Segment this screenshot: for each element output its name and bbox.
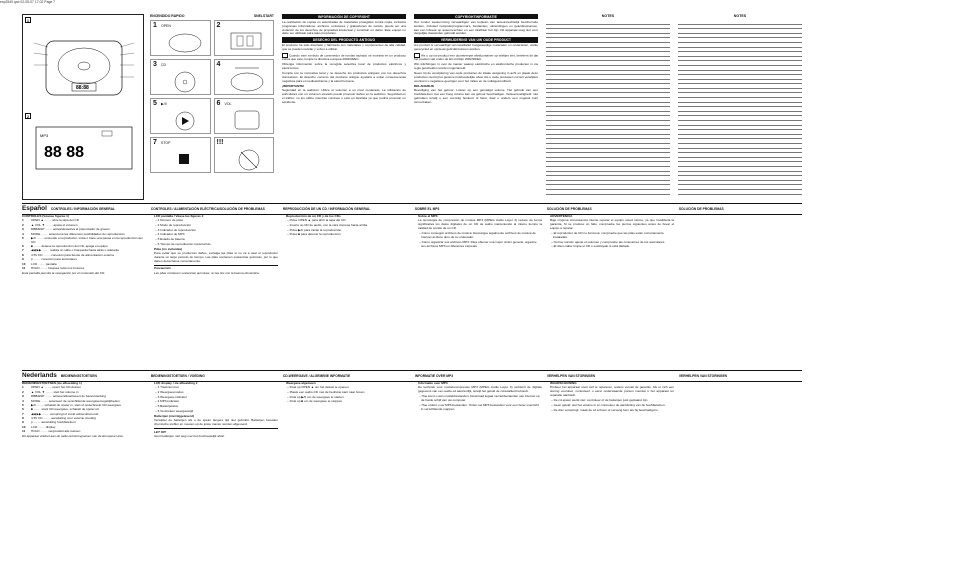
quick-step-1: 1 OPEN (150, 20, 211, 56)
quick-start-title-nl: SNELSTART (253, 14, 274, 18)
es-col-play (286, 214, 410, 362)
control-desc: ■ ........ detiene la reproducción del CD, apaga el equipo (31, 244, 108, 249)
list-item: – 6 Verstreken weergavetijd (155, 408, 194, 413)
list-item: – 2 Modo de reproducción (155, 223, 191, 228)
note-line (678, 190, 802, 195)
list-item: – Hoe ordent u uw MP3-bestanden: Orden uw MP3-bestanden voor een beter overzicht in verschillende mappen. (419, 402, 539, 411)
quick-step-2: 2 (214, 20, 275, 56)
notes-left-title: NOTES (601, 14, 615, 18)
list-item: – De disc verspringt: maak de cd schoon of vervang hem als hij beschadigd is. (551, 407, 659, 412)
es-controls-list (22, 219, 146, 270)
lcd-readout-top: 88:88 (76, 85, 89, 91)
control-desc: MODE ........ selecciona las diferentes posibilidades de reproducción (31, 231, 125, 236)
nl-power-title: Batterijen (niet bijgeleverd) (154, 413, 194, 418)
nl-mp3-text: De techniek voor muziekcompressie MP3 (MPEG Audio Layer 3) verkleint de digitale gegevens van een audio-cd aanzienlijk, terwijl het geluid de cd-kwaliteit behoudt. (418, 385, 542, 394)
list-item: – Druk op ▶/II om de weergave te starten. (287, 394, 345, 399)
list-item: – 3 Indicador de reproducción (155, 227, 196, 232)
device-figure (22, 14, 144, 200)
list-item: – 3 Weergave-indicator (155, 394, 187, 399)
es-mp3-text: La tecnología de compresión de música MP3 (MPEG Audio Layer 3) reduce de forma significativa los datos digitales de un CD de audio manteniendo al mismo tiempo la calidad de sonido de un CD. (418, 218, 542, 231)
disposal-nl-title: VERWIJDERING VAN UW OUDE PRODUCT (414, 37, 538, 42)
control-desc: ■ ........ stopt CD-weergave, schakelt de speler uit (31, 407, 99, 412)
spanish-section-bar: Español CONTROLES / INFORMACIÓN GENERAL CONTROLES / ALIMENTACIÓN ELÉCTRICA/SOLUCIÓN DE PROBLEMAS REPRODUCCIÓN DE UN CD / INFORMACIÓN GENERAL SOBRE EL MP3 SOLUCIÓN DE PROBLEMAS SOLUCIÓN DE PROBLEMAS (22, 203, 802, 215)
control-desc: ▲ VOL ▼ ........ stelt het volume in (31, 389, 79, 394)
control-key: 5 (22, 402, 24, 407)
disposal-es-title: DESECHO DEL PRODUCTO ANTIGUO (282, 37, 406, 42)
es-play-title: Reproducción de un CD y de los CDs (286, 214, 341, 218)
es-play-list (286, 219, 410, 237)
list-item: – 4 MP3-indicator (155, 399, 180, 404)
nl-col-mp3 (418, 381, 542, 561)
important-es-text: Seguridad en la audición: Utilice el volumen a un nivel moderado. La utilización de auriculares con un volumen elevado puede provocar daños en la audición. Seguridad en el tráfico: no los utilice mientras conduce o esté en bicicleta ya que podría provocar un accidente. (282, 88, 406, 105)
nl-power-text: Verwijder de batterijen als u de speler langere tijd niet gebruikt. Batterijen bevatten chemische stoffen en moeten op de juiste manier worden afgevoerd. (154, 418, 278, 426)
nl-caution-title: LET OP! (154, 429, 167, 434)
copyright-nl-panel (414, 14, 538, 200)
list-item: – Pulse ▶/II para iniciar la reproducción. (287, 227, 343, 232)
disposal-es-p2: Cuando este símbolo de contenedor de ruedas tachado se muestra en un producto indica que éste cumple la directiva europea 2002/96/EC. (282, 53, 406, 62)
copyright-es-panel (282, 14, 406, 200)
language-title-es: Español (22, 205, 47, 212)
control-desc: DBB/ESP ........ activa/desactiva el potenciador de graves (31, 227, 110, 232)
note-line (546, 190, 670, 195)
control-key: 9 (22, 257, 24, 262)
dutch-section-bar: Nederlands BEDIENINGSTOETSEN BEDIENINGSTOETSEN / VOEDING CD-WEERGAVE / ALGEMENE INFORMATIE INFORMATIE OVER MP3 VERHELPEN VAN STORINGEN VERHELPEN VAN STORINGEN (22, 370, 802, 382)
control-key: 3 (22, 227, 24, 232)
figure-number-1: 1 (26, 17, 30, 23)
es-col-trouble (550, 214, 674, 362)
es-power-title: Pilas (no incluidas) (154, 246, 183, 251)
list-item: – De cd-speler werkt niet: controleer of de batterijen juist geplaatst zijn. (551, 398, 649, 403)
nl-lcd-title: LCD display / zie afbeelding 2 (154, 381, 198, 385)
es-power-text: Para evitar que se produzcan daños, extraiga las pilas si no va a usar el reproductor durante un largo periodo de tiempo. Las pilas contienen sustancias químicas, por lo que deben desecharse correctamente. (154, 251, 278, 263)
disposal-es-p4: Cumpla con la normativa local y no deseche los productos antiguos con los desechos domésticos. El desecho correcto del producto antiguo ayudará a evitar consecuencias negativas para el medioambiente y la salud humana. (282, 71, 406, 83)
list-item: – 1 Número de pista (155, 218, 183, 223)
player-top-illustration (24, 21, 144, 111)
notes-right-lines (678, 20, 802, 195)
list-item: – 4 Indicador de MP3 (155, 232, 185, 237)
nl-play-list (286, 386, 410, 404)
control-key: 7 (22, 248, 24, 253)
disposal-es-p1: El producto ha sido diseñado y fabricado con materiales y componentes de alta calidad, que se pueden reciclar y volver a utilizar. (282, 43, 406, 52)
control-desc: DBB/ESP ........ activeert/deactiveert de basversterking (31, 394, 106, 399)
list-item: – 5 Estado de batería (155, 237, 185, 242)
nl-trouble-title: WAARSCHUWING (550, 381, 577, 385)
control-desc: ▲ VOL ▼ ........ ajusta el volumen (31, 222, 78, 227)
disposal-nl-p4: Neem bij de verwijdering van oude producten de lokale wetgeving in acht en plaats deze producten niet bij het gewone huishoudelijke afval. Als u oude producten correct verwijdert voorkomt u negatieve gevolgen voor het milieu en de volksgezondheid. (414, 71, 538, 83)
copyright-nl-text: Het zonder toestemming vervaardigen van kopieën van auteursrechtelijk beschermde werken, inclusief computerprogramma's, bestanden, uitzendingen en geluidsopnamen, kan een inbreuk op auteursrechten en een strafbaar feit zijn. Dit apparaat mag niet voor dergelijke doeleinden gebruikt worden. (414, 19, 538, 36)
disposal-nl-p2: Als u op uw product een doorstreepte afvalcontainer op wieltjes ziet, betekent dit dat het product valt onder de EU-richtlijn 2002/96/EC. (414, 53, 538, 62)
list-item: – El disco salta: limpie el CD o sustitúyalo si está dañado. (551, 244, 631, 249)
list-item: – 5 Batterijstatus (155, 404, 179, 409)
control-key: 8 (22, 415, 24, 420)
es-trouble-text: Bajo ninguna circunstancia intente reparar el equipo usted mismo, ya que invalidaría la garantía. Si se produce un fallo, compruebe los puntos siguientes antes de llevar el equipo a reparar. (550, 218, 674, 231)
control-desc: OPEN ▲ ........ opent het CD-deksel (31, 385, 81, 390)
lcd-display-illustration (24, 119, 144, 189)
list-item: – 6 Tiempo de reproducción transcurrido (155, 241, 211, 246)
nl-col-lcd (154, 381, 278, 561)
control-key: 11 (22, 429, 26, 434)
copyright-es-title: INFORMACIÓN DE COPYRIGHT (282, 14, 406, 19)
important-nl-text: Beveiliging van het gehoor: Luister op een gematigd volume. Het gebruik van een hoofdtelefoon met een hoog volume kan uw gehoor beschadigen. Verkeersveiligheid: niet gebruiken terwijl u een voertuig bestuurt of fietst, daar u anders een ongeluk kunt veroorzaken. (414, 88, 538, 105)
control-row (22, 430, 146, 434)
list-item: – Inserte un CD de audio, con la cara impresa hacia arriba. (287, 223, 368, 228)
nl-col-play (286, 381, 410, 561)
nl-lcd-list (154, 386, 278, 413)
es-controls-title: CONTROLES (Véanse figuras 1) (22, 214, 69, 218)
list-item: – Hoe komt u aan muziekbestanden: Download legaal muziekbestanden van internet op de harde schijf van uw computer. (419, 394, 540, 403)
es-lcd-title: LCD pantalla / Véase las figuras 2 (154, 214, 204, 218)
es-caution-title: Precaución (154, 266, 171, 271)
es-mp3-list (418, 232, 542, 248)
control-key: 8 (22, 252, 24, 257)
control-desc: LCD ........ pantalla (31, 261, 57, 266)
control-key: 10 (22, 261, 26, 266)
control-key: 2 (22, 222, 24, 227)
control-desc: OPEN ▲ ........ abre la tapa del CD (31, 218, 79, 223)
nl-play-title: Weergave algemeen (286, 381, 316, 385)
list-item: – 1 Tracknummer (155, 385, 180, 390)
control-key: 6 (22, 244, 24, 249)
list-item: – Druk op ■ om de weergave te stoppen. (287, 399, 344, 404)
control-key: 9 (22, 420, 24, 425)
important-nl-title: BELANGRIJK (414, 84, 435, 89)
es-lcd-list (154, 219, 278, 246)
list-item: – Plaats een audio-CD met de bedrukte kant naar boven. (287, 390, 366, 395)
notes-right-panel (678, 14, 802, 200)
list-item: – Cómo conseguir archivos de música: Descargue legalmente archivos de música de Internet al disco duro de su ordenador. (419, 231, 536, 240)
control-desc: HOLD ........ bloquea todos los botones (31, 265, 85, 270)
control-key: 10 (22, 424, 26, 429)
control-key: 2 (22, 389, 24, 394)
lcd-readout-large: 88 88 (44, 144, 85, 161)
quick-start-panel (150, 14, 274, 200)
nl-caution-text: Gooi batterijen niet weg met het huishoudelijk afval. (154, 434, 225, 438)
quick-step-6: 6 VOL (214, 98, 275, 134)
control-desc: 4.5V DC ........ conexión para fuente de alimentación externa (31, 252, 114, 257)
nl-mp3-list (418, 395, 542, 411)
quick-step-7: 7 STOP (150, 137, 211, 173)
list-item: – Cómo organizar sus archivos MP3: Para obtener una mejor visión general, organice sus archivos MP3 en diferentes carpetas. (419, 239, 537, 248)
control-desc: ▶/II ........ schakelt de speler in, start of onderbreekt CD-weergave (31, 402, 122, 407)
list-item: – No hay sonido: ajuste el volumen y compruebe las conexiones de los auriculares. (551, 239, 666, 244)
disposal-es-p3: Obtenga información sobre la recogida selectiva local de productos eléctricos y electrónicos. (282, 62, 406, 71)
nl-controls-note: Dit apparaat voldoet aan de radio-ontstoringseisen van de Europese Unie. (22, 434, 124, 439)
control-key: 4 (22, 231, 24, 236)
list-item: – Pulse ■ para detener la reproducción. (287, 232, 342, 237)
figure-number-2: 2 (26, 113, 30, 119)
control-key: 4 (22, 398, 24, 403)
notes-left-panel (546, 14, 670, 200)
nl-mp3-title: Informatie over MP3 (418, 381, 448, 385)
control-key: 1 (22, 385, 24, 390)
list-item: – Pulse OPEN ▲ para abrir la tapa del CD. (287, 218, 347, 223)
copyright-nl-title: COPYRIGHTINFORMATIE (414, 14, 538, 19)
control-key: 5 (22, 235, 24, 240)
control-desc: ▶/II ........ enciende el reproductor, inicia o hace una pausa en la reproducción del CD (31, 235, 143, 244)
file-header: exp2540.qxd 02-05-07 17:02 Page 7 (0, 0, 56, 4)
control-desc: 4.5V DC ........ aansluiting voor externe voeding (31, 415, 96, 420)
quick-step-3: 3 CD (150, 59, 211, 95)
quick-start-title-es: ENCENDIDO RÁPIDO (150, 14, 185, 18)
list-item: – Druk op OPEN ▲ om het deksel te openen. (287, 385, 350, 390)
control-row (22, 267, 146, 271)
important-es-title: ¡IMPORTANTE! (282, 84, 305, 89)
quick-step-4: 4 (214, 59, 275, 95)
es-col-mp3 (418, 214, 542, 362)
disposal-nl-p3: Win inlichtingen in over de manier waarop elektrische en elektronische producten in uw regio gescheiden worden ingezameld. (414, 62, 538, 71)
control-desc: ◀◀ ▶▶ ........ realiza un salto o búsqueda hacia atrás o adelante (31, 248, 120, 253)
nl-col-trouble (550, 381, 674, 561)
control-desc: HOLD ........ vergrendelt alle toetsen (31, 429, 81, 434)
es-col-lcd (154, 214, 278, 362)
svg-text:MP3: MP3 (40, 133, 49, 138)
language-title-nl: Nederlands (22, 372, 57, 379)
control-desc: ◀◀ ▶▶ ........ verspringt of zoekt achteruit/vooruit (31, 411, 99, 416)
control-key: 3 (22, 394, 24, 399)
nl-trouble-text: Probeer het apparaat nooit zelf te repareren, anders vervalt de garantie. Als er zich een storing voordoet, controleert u eerst onderstaande punten voordat u het apparaat ter reparatie aanbiedt. (550, 385, 674, 398)
list-item: – Geen geluid: stel het volume in en controleer de aansluiting van de hoofdtelefoon. (551, 402, 666, 407)
es-controls-note: Esta pantalla permite la navegación por el contenido del CD. (22, 271, 106, 276)
es-mp3-title: Sobre el MP3 (418, 214, 438, 218)
nl-col-controls (22, 381, 146, 561)
control-desc: MODE ........ selecteert de verschillende weergavemogelijkheden (31, 398, 120, 403)
list-item: – 2 Weergavemodus (155, 390, 184, 395)
nl-trouble-list (550, 399, 674, 412)
control-key: 1 (22, 218, 24, 223)
list-item: – El reproductor de CD no funciona: compruebe que las pilas estén correctamente instaladas. (551, 231, 664, 240)
control-desc: p ........ aansluiting hoofdtelefoon (31, 420, 76, 425)
nl-controls-title: BEDIENINGSTOETSEN (zie afbeelding 1) (22, 381, 82, 385)
control-desc: p ........ conexión para auriculares (31, 257, 77, 262)
control-desc: LCD ........ display (31, 424, 56, 429)
es-trouble-list (550, 232, 674, 249)
disposal-nl-p1: Uw product is vervaardigd van kwalitatief hoogwaardige materialen en onderdelen, welke gerecycled en opnieuw gebruikt kunnen worden. (414, 43, 538, 52)
control-key: 6 (22, 407, 24, 412)
notes-right-title: NOTES (733, 14, 747, 18)
es-caution-text: Las pilas contienen sustancias químicas; no las tire con la basura doméstica. (154, 270, 260, 275)
copyright-es-text: La realización de copias no autorizadas de materiales protegidos contra copia, incluidos programas informáticos, archivos, emisiones y grabaciones de sonido, puede ser una violación de los derechos de propiedad intelectual y constituir un delito. Este equipo no debe ser utilizado para tales propósitos. (282, 19, 406, 36)
control-key: 7 (22, 411, 24, 416)
es-col-controls (22, 214, 146, 362)
quick-step-5: 5 ▶/II (150, 98, 211, 134)
notes-left-lines (546, 20, 670, 195)
quick-step-warning: !!! (214, 137, 275, 173)
nl-controls-list (22, 386, 146, 433)
control-key: 11 (22, 265, 26, 270)
es-trouble-title: ADVERTENCIA (550, 214, 573, 218)
